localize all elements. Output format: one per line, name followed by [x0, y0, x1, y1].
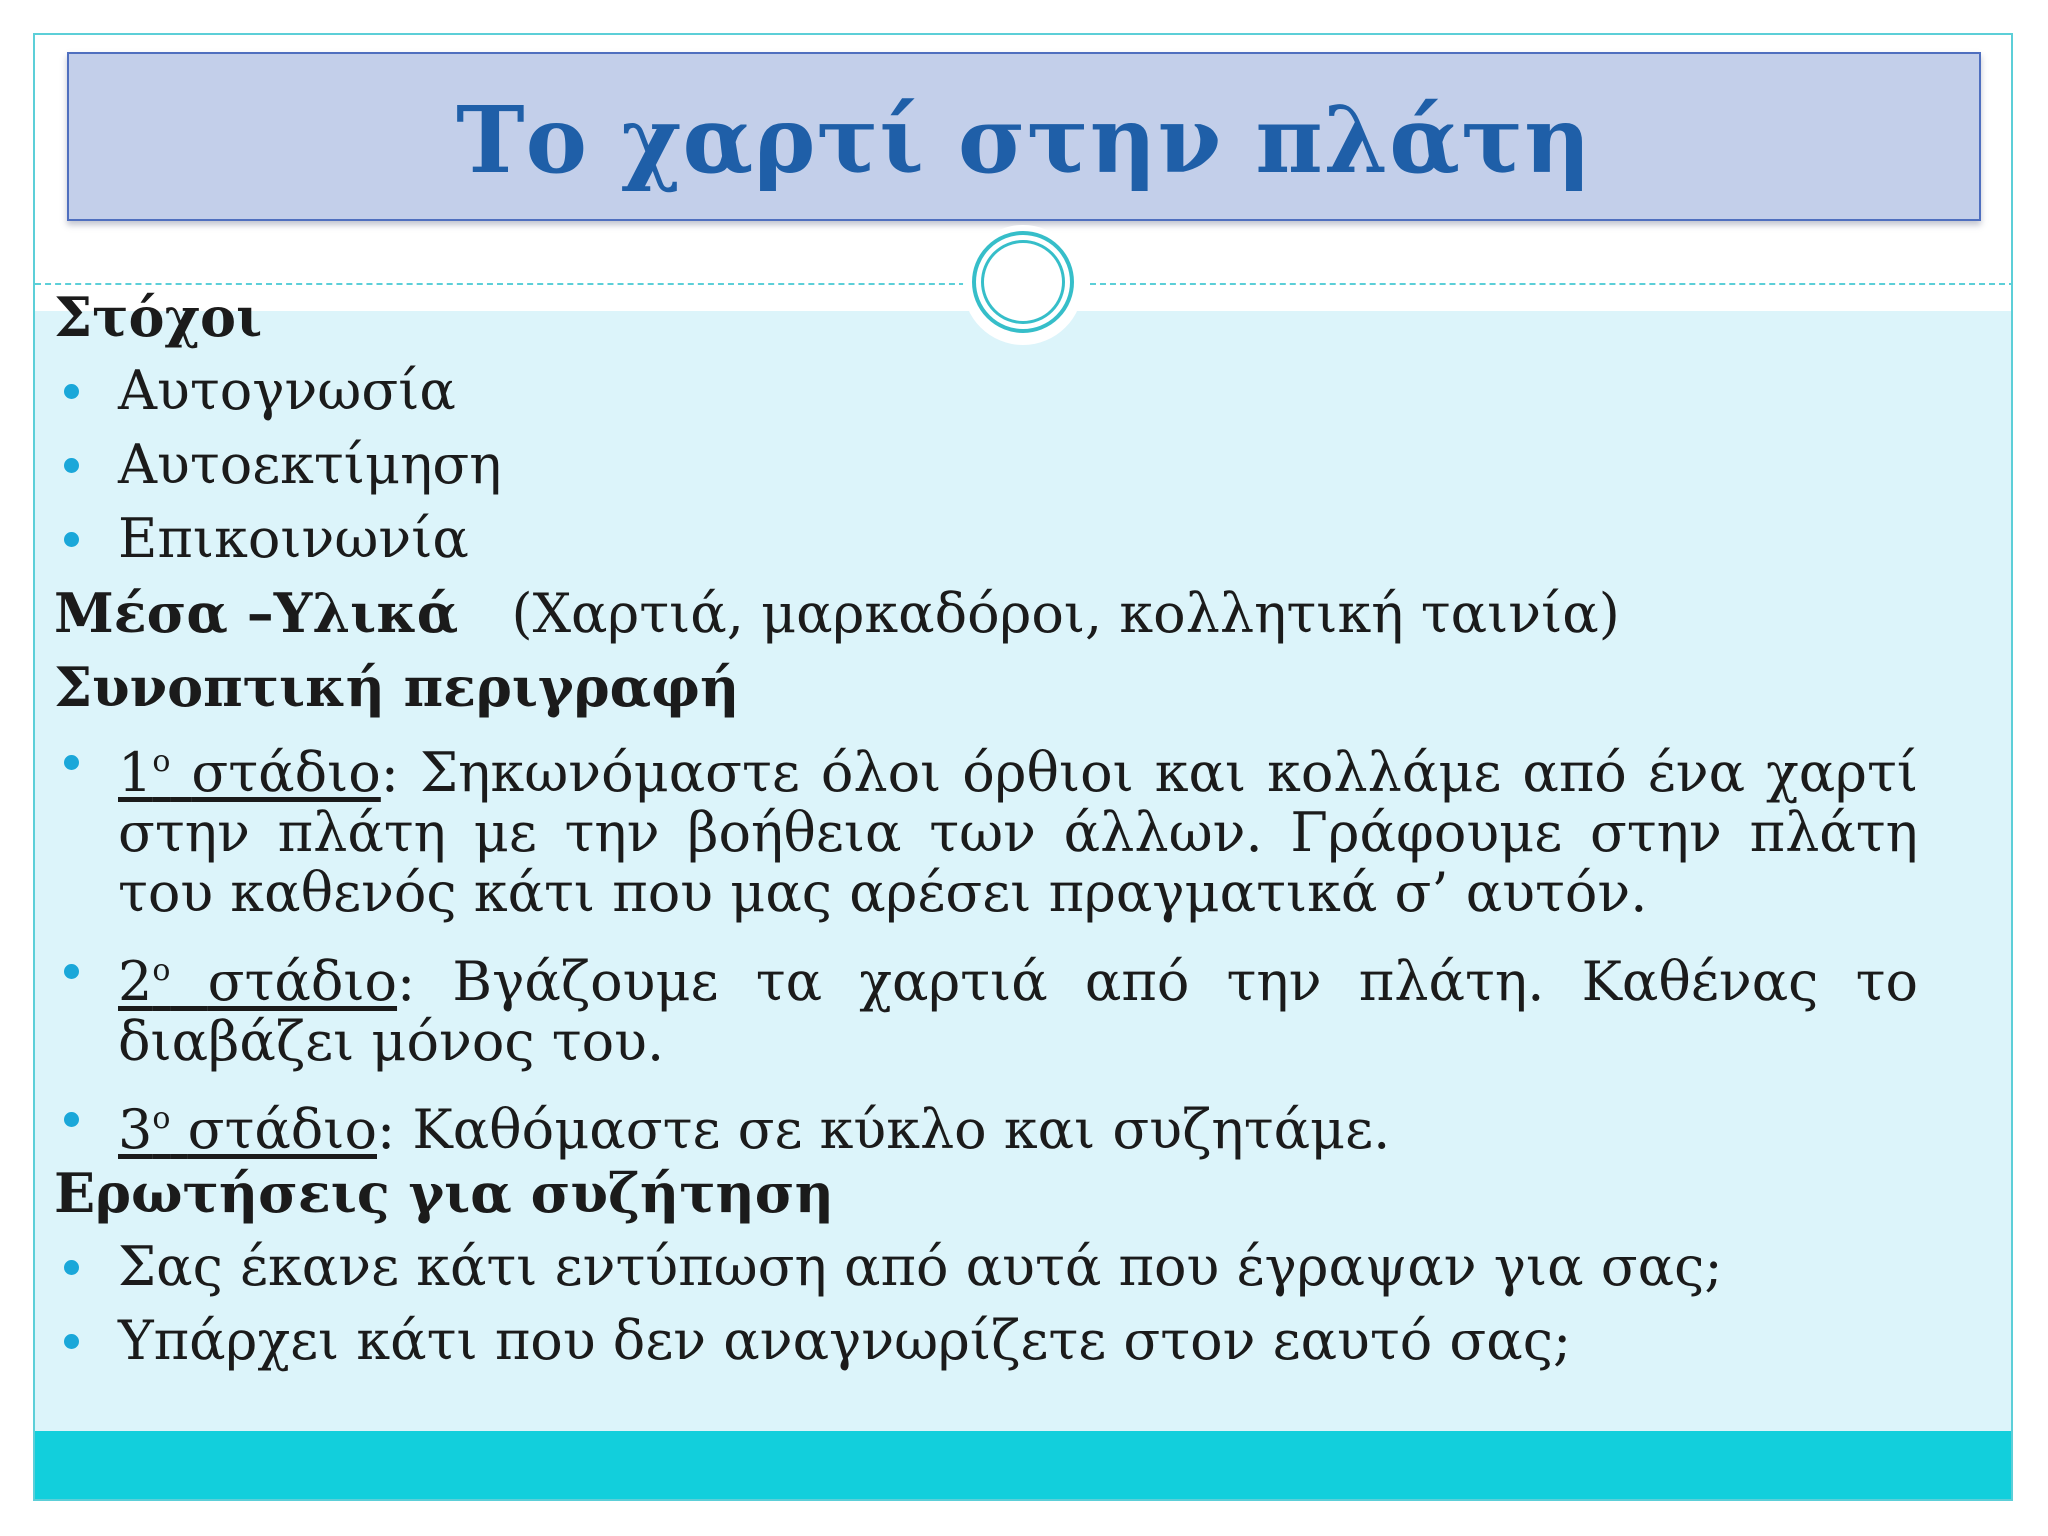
- bullet-icon: [64, 1334, 79, 1349]
- list-item: [54, 933, 1918, 1082]
- list-item: [54, 724, 1918, 933]
- bullet-icon: [64, 458, 79, 473]
- questions-heading: Ερωτήσεις για συζήτηση: [54, 1161, 834, 1225]
- list-item: [54, 1230, 1918, 1304]
- question-text: Υπάρχει κάτι που δεν αναγνωρίζετε στον εαυτό σας;: [118, 1309, 1572, 1372]
- goals-heading: Στόχοι: [54, 285, 263, 349]
- goal-text: Επικοινωνία: [118, 507, 469, 570]
- bottom-accent-band: [35, 1431, 2013, 1501]
- slide-body: [54, 280, 1954, 1378]
- list-item: [54, 354, 1918, 428]
- question-text: Σας έκανε κάτι εντύπωση από αυτά που έγραψαν για σας;: [118, 1235, 1723, 1298]
- bullet-icon: [64, 964, 79, 979]
- stage-label: $3^o$ στάδιο: [118, 1098, 377, 1161]
- list-item: [54, 428, 1918, 502]
- bullet-icon: [64, 1260, 79, 1275]
- goal-text: Αυτοεκτίμηση: [118, 433, 502, 496]
- stage-label: $1^o$ στάδιο: [118, 741, 381, 804]
- title-banner: [67, 52, 1981, 221]
- stage-text: : Σηκωνόμαστε όλοι όρθιοι και κολλάμε από ένα χαρτί στην πλάτη με την βοήθεια των άλλων. Γράφουμε στην πλάτη του καθενός κάτι που μας αρέσει πραγματικά σ’ αυτόν.: [118, 741, 1918, 924]
- list-item: [54, 502, 1918, 576]
- goal-text: Αυτογνωσία: [118, 359, 456, 422]
- list-item: [54, 1082, 1918, 1161]
- bullet-icon: [64, 532, 79, 547]
- stage-label: $2^o$ στάδιο: [118, 950, 398, 1013]
- slide-title: Το χαρτί στην πλάτη: [456, 85, 1592, 194]
- summary-heading: Συνοπτική περιγραφή: [54, 655, 740, 719]
- bullet-icon: [64, 384, 79, 399]
- materials-line: [54, 576, 1954, 650]
- materials-text: (Χαρτιά, μαρκαδόροι, κολλητική ταινία): [511, 582, 1620, 645]
- bullet-icon: [64, 755, 79, 770]
- stage-text: : Καθόμαστε σε κύκλο και συζητάμε.: [377, 1098, 1391, 1161]
- materials-heading: Μέσα –Υλικά: [54, 581, 459, 645]
- stage-text: : Βγάζουμε τα χαρτιά από την πλάτη. Καθένας το διαβάζει μόνος του.: [118, 950, 1918, 1073]
- list-item: [54, 1304, 1918, 1378]
- bullet-icon: [64, 1112, 79, 1127]
